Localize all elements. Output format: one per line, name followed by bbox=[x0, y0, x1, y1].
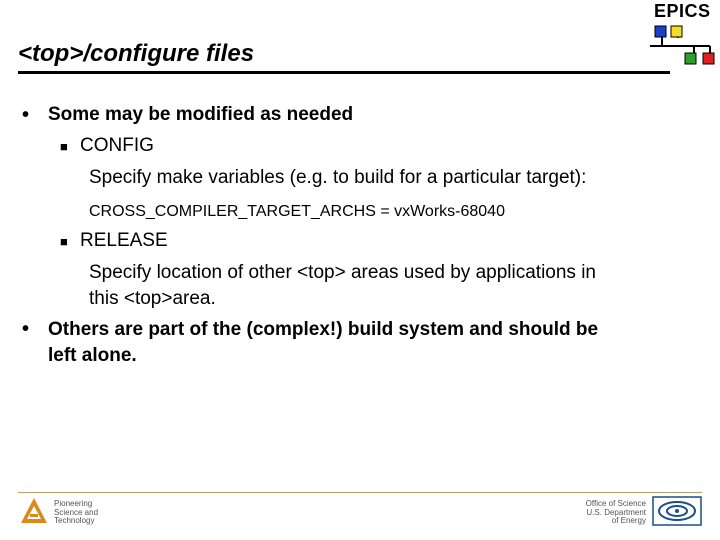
release-label: RELEASE bbox=[80, 230, 168, 251]
square-bullet-icon: ■ bbox=[60, 234, 68, 249]
title-underline bbox=[18, 71, 670, 74]
footer-right-line-1: Office of Science bbox=[585, 499, 646, 508]
footer-left-text bbox=[54, 500, 98, 526]
epics-logo bbox=[640, 0, 720, 76]
footer-right-line-3: of Energy bbox=[611, 516, 646, 525]
square-bullet-icon: ■ bbox=[60, 139, 68, 154]
footer-rule bbox=[18, 492, 702, 493]
footer-left-line-2: Science and bbox=[54, 507, 99, 517]
footer-left-line-1: Pioneering bbox=[54, 499, 93, 508]
bullet-2-text-line-2: left alone. bbox=[48, 345, 137, 366]
release-description-line-2: this <top>area. bbox=[89, 288, 216, 309]
epics-logo-text: EPICS bbox=[654, 1, 711, 21]
bullet-dot-icon: • bbox=[22, 104, 30, 126]
release-description-line-1: Specify location of other <top> areas used by applications in bbox=[89, 262, 596, 283]
bullet-1-text: Some may be modified as needed bbox=[48, 104, 354, 125]
footer-right-line-2: U.S. Department bbox=[586, 507, 646, 517]
footer-right-text bbox=[586, 500, 646, 526]
bullet-dot-icon: • bbox=[22, 318, 30, 340]
epics-network-icon bbox=[640, 0, 720, 76]
argonne-logo-icon bbox=[20, 497, 48, 525]
footer-left-line-3: Technology bbox=[54, 516, 95, 525]
doe-logo-icon bbox=[652, 496, 702, 526]
config-label: CONFIG bbox=[80, 135, 154, 156]
config-example: CROSS_COMPILER_TARGET_ARCHS = vxWorks-68040 bbox=[89, 203, 505, 220]
bullet-2-text-line-1: Others are part of the (complex!) build system and should be bbox=[48, 319, 599, 340]
config-description: Specify make variables (e.g. to build for a particular target): bbox=[89, 167, 587, 188]
slide-title: <top>/configure files bbox=[18, 40, 255, 67]
